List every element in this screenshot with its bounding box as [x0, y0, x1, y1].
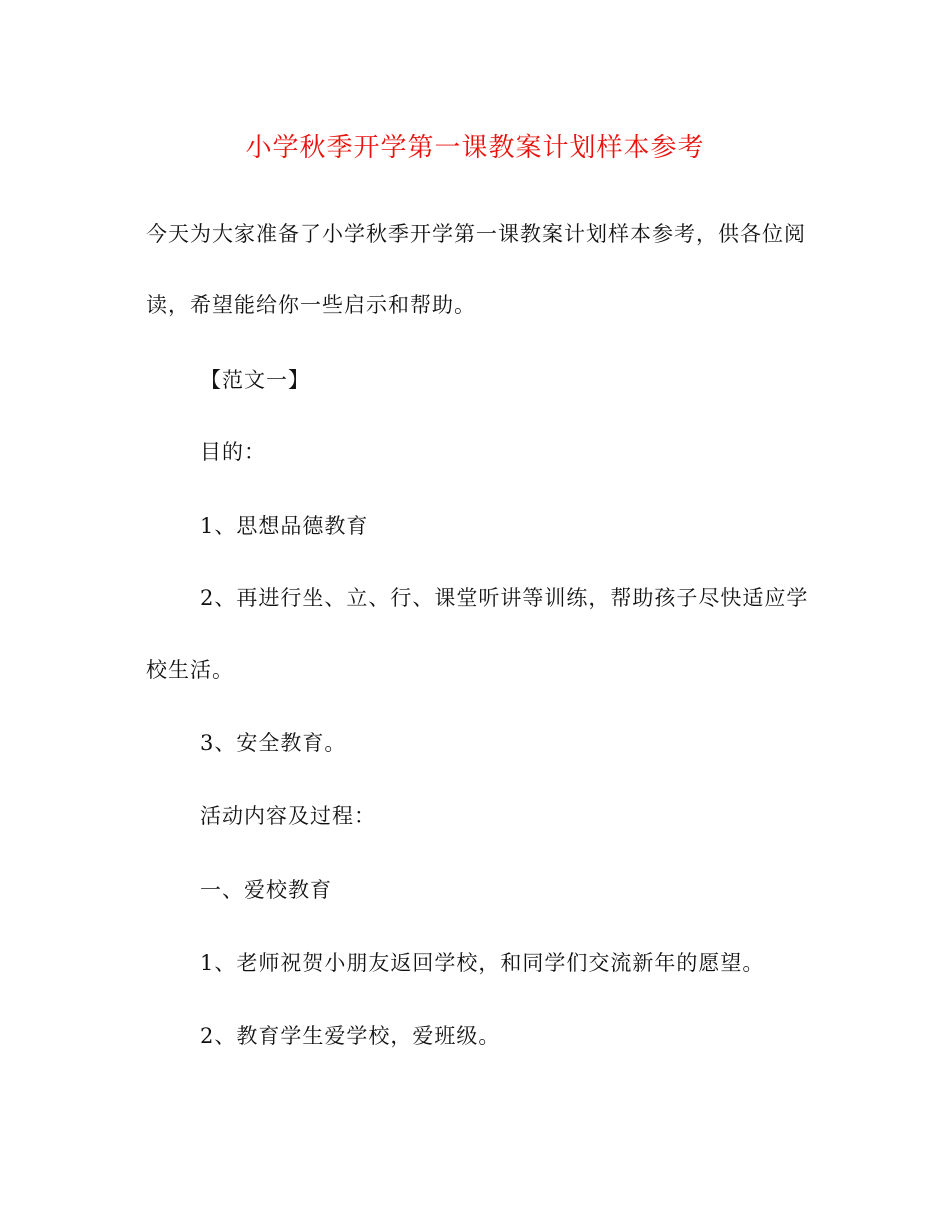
intro-line-2: 读，希望能给你一些启示和帮助。 [146, 293, 476, 317]
activity-heading: 活动内容及过程： [200, 804, 376, 828]
intro-line-1: 今天为大家准备了小学秋季开学第一课教案计划样本参考，供各位阅 [146, 222, 806, 246]
purpose-item-2-line-1: 2、再进行坐、立、行、课堂听讲等训练，帮助孩子尽快适应学 [200, 586, 809, 610]
purpose-item-2-line-2: 校生活。 [146, 658, 234, 682]
activity-item-2: 2、教育学生爱学校，爱班级。 [200, 1024, 501, 1048]
purpose-item-1: 1、思想品德教育 [200, 514, 369, 538]
purpose-item-3: 3、安全教育。 [200, 731, 347, 755]
purpose-heading: 目的： [200, 440, 266, 464]
section-ai-xiao: 一、爱校教育 [200, 878, 332, 902]
activity-item-1: 1、老师祝贺小朋友返回学校，和同学们交流新年的愿望。 [200, 951, 765, 975]
document-title: 小学秋季开学第一课教案计划样本参考 [245, 133, 705, 163]
section-heading-fanwen-1: 【范文一】 [200, 368, 310, 392]
